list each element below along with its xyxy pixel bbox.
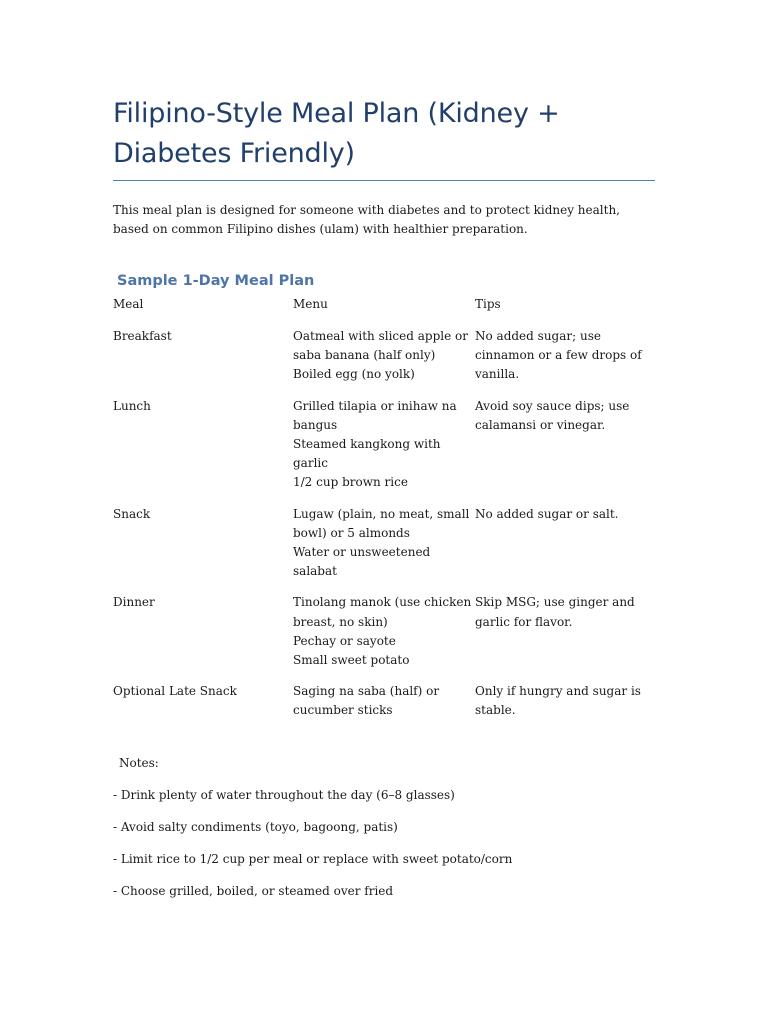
table-row (113, 505, 655, 594)
note-item: - Choose grilled, boiled, or steamed over fried (113, 884, 394, 898)
tips-cell: No added sugar; use cinnamon or a few drops of vanilla. (475, 329, 642, 382)
menu-item: Water or unsweetened salabat (293, 545, 431, 579)
meal-cell: Snack (113, 506, 151, 521)
table-row (113, 593, 655, 682)
meal-plan-table (113, 295, 655, 733)
meal-cell: Optional Late Snack (113, 684, 237, 699)
header-meal: Meal (113, 297, 144, 311)
table-row (113, 327, 655, 397)
tips-cell: No added sugar or salt. (475, 506, 619, 521)
table-row (113, 682, 655, 732)
menu-item: Saging na saba (half) or cucumber sticks (293, 684, 440, 718)
notes-heading: Notes: (119, 756, 159, 770)
menu-item: Steamed kangkong with garlic (293, 437, 441, 471)
section-heading: Sample 1-Day Meal Plan (117, 273, 315, 289)
tips-cell: Avoid soy sauce dips; use calamansi or vinegar. (475, 398, 630, 432)
menu-item: Grilled tilapia or inihaw na bangus (293, 398, 457, 432)
menu-item: Boiled egg (no yolk) (293, 367, 415, 382)
tips-cell: Only if hungry and sugar is stable. (475, 684, 641, 718)
notes-section (113, 753, 655, 913)
menu-cell (293, 682, 475, 732)
notes-list (113, 785, 655, 913)
menu-item: Small sweet potato (293, 653, 410, 668)
menu-item: Pechay or sayote (293, 633, 396, 648)
menu-cell (293, 593, 475, 682)
header-tips: Tips (475, 297, 501, 311)
menu-item: Oatmeal with sliced apple or saba banana (half only) (293, 329, 468, 363)
menu-item: 1/2 cup brown rice (293, 475, 408, 490)
table-row (113, 397, 655, 505)
meal-cell: Lunch (113, 398, 151, 413)
title-underline (113, 180, 655, 181)
header-menu: Menu (293, 297, 328, 311)
menu-cell (293, 327, 475, 397)
note-item: - Limit rice to 1/2 cup per meal or replace with sweet potato/corn (113, 852, 513, 866)
table-body (113, 327, 655, 733)
menu-item: Lugaw (plain, no meat, small bowl) or 5 almonds (293, 506, 470, 540)
menu-cell (293, 397, 475, 505)
tips-cell: Skip MSG; use ginger and garlic for flavor. (475, 595, 635, 629)
menu-item: Tinolang manok (use chicken breast, no skin) (293, 595, 472, 629)
document-title: Filipino-Style Meal Plan (Kidney + Diabetes Friendly) (113, 98, 560, 169)
note-item: - Avoid salty condiments (toyo, bagoong, patis) (113, 820, 398, 834)
meal-cell: Breakfast (113, 329, 172, 343)
intro-paragraph: This meal plan is designed for someone with diabetes and to protect kidney health, based on common Filipino dishes (ulam) with healthier preparation. (113, 203, 620, 236)
menu-cell (293, 505, 475, 594)
note-item: - Drink plenty of water throughout the day (6–8 glasses) (113, 788, 455, 802)
meal-cell: Dinner (113, 595, 155, 610)
table-header-row (113, 295, 655, 327)
